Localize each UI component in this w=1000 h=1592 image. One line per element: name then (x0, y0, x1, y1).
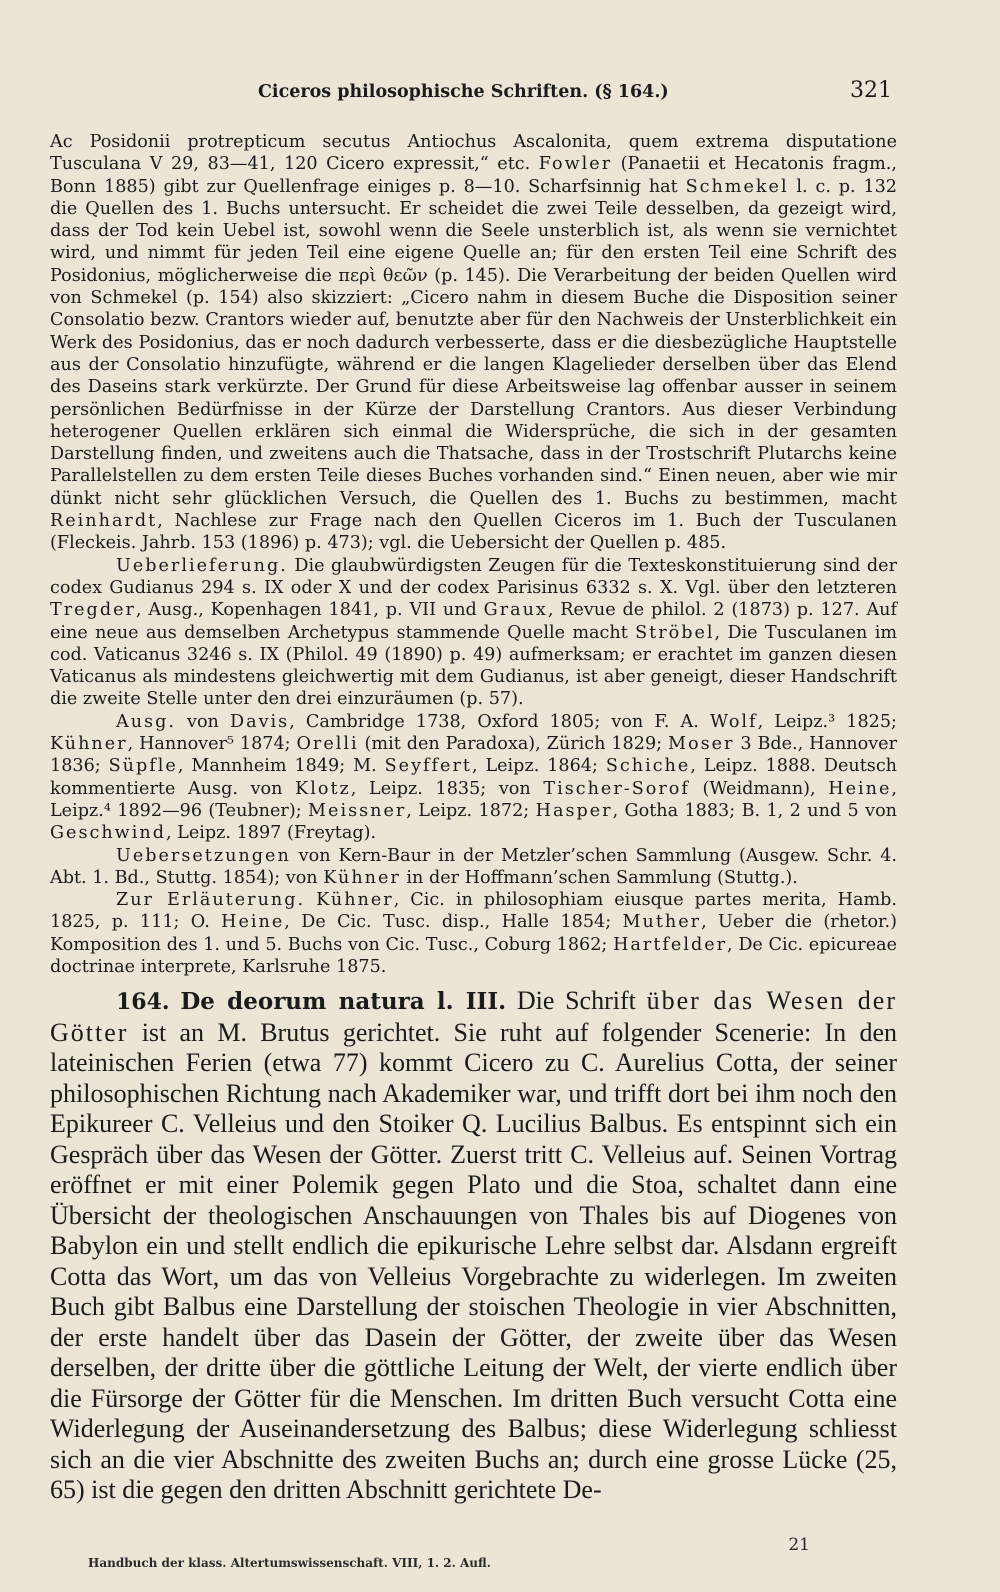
signature-mark: 21 (788, 1535, 810, 1555)
commentary-paragraph: Zur Erläuterung. Kühner, Cic. in philosophiam eiusque partes merita, Hamb. 1825, p. 111; O. Heine, De Cic. Tusc. disp., Halle 1854; Muther, Ueber die (rhetor.) Komposition des 1. und 5. Buchs von Cic. Tusc., Coburg 1862; Hartfelder, De Cic. epicureae doctrinae interprete, Karlsruhe 1875. (50, 890, 898, 977)
notes-block (50, 131, 897, 978)
footer-imprint: Handbuch der klass. Altertumswissenschaft. VIII, 1. 2. Aufl. (88, 1556, 491, 1570)
editions-paragraph: Ausg. von Davis, Cambridge 1738, Oxford 1805; von F. A. Wolf, Leipz.³ 1825; Kühner, Hannover⁵ 1874; Orelli (mit den Paradoxa), Zürich 1829; Moser 3 Bde., Hannover 1836; Süpfle, Mannheim 1849; M. Seyffert, Leipz. 1864; Schiche, Leipz. 1888. Deutsch kommentierte Ausg. von Klotz, Leipz. 1835; von Tischer-Sorof (Weidmann), Heine, Leipz.⁴ 1892—96 (Teubner); Meissner, Leipz. 1872; Hasper, Gotha 1883; B. 1, 2 und 5 von Geschwind, Leipz. 1897 (Freytag). (50, 711, 898, 844)
transmission-paragraph: Ueberlieferung. Die glaubwürdigsten Zeugen für die Texteskonstituierung sind der codex Gudianus 294 s. IX oder X und der codex Parisinus 6332 s. X. Vgl. über den letzteren Tregder, Ausg., Kopenhagen 1841, p. VII und Graux, Revue de philol. 2 (1873) p. 127. Auf eine neue aus demselben Archetypus stammende Quelle macht Ströbel, Die Tusculanen im cod. Vaticanus 3246 s. IX (Philol. 49 (1890) p. 49) aufmerksam; er erachtet im ganzen diesen Vaticanus als mindestens gleichwertig mit dem Gudianus, ist aber geneigt, dieser Handschrift die zweite Stelle unter den drei einzuräumen (p. 57). (50, 555, 898, 710)
page-body (50, 131, 897, 1506)
page-number: 321 (850, 78, 892, 103)
running-header (60, 78, 892, 108)
section-number: 164. (116, 989, 170, 1016)
translations-paragraph: Uebersetzungen von Kern-Baur in der Metzler’schen Sammlung (Ausgew. Schr. 4. Abt. 1. Bd., Stuttg. 1854); von Kühner in der Hoffmann’schen Sammlung (Stuttg.). (50, 845, 897, 888)
note-paragraph: Ac Posidonii protrepticum secutus Antiochus Ascalonita, quem extrema disputatione Tusculana V 29, 83—41, 120 Cicero expressit,“ etc. Fowler (Panaetii et Hecatonis fragm., Bonn 1885) gibt zur Quellenfrage einiges p. 8—10. Scharfsinnig hat Schmekel l. c. p. 132 die Quellen des 1. Buchs untersucht. Er scheidet die zwei Teile desselben, da gezeigt wird, dass der Tod kein Uebel ist, sowohl wenn die Seele unsterblich ist, als wenn sie vernichtet wird, und nimmt für jeden Teil eine eigene Quelle an; für den ersten Teil eine Schrift des Posidonius, möglicherweise die περὶ θεῶν (p. 145). Die Verarbeitung der beiden Quellen wird von Schmekel (p. 154) also skizziert: „Cicero nahm in diesem Buche die Disposition seiner Consolatio bezw. Crantors wieder auf, benutzte aber für den Nachweis der Unsterblichkeit ein Werk des Posidonius, das er noch dadurch verbesserte, dass er die diesbezügliche Hauptstelle aus der Consolatio hinzufügte, während er die langen Klagelieder derselben über das Elend des Daseins stark verkürzte. Der Grund für diese Arbeitsweise lag offenbar ausser in seinem persönlichen Bedürfnisse in der Kürze der Darstellung Crantors. Aus dieser Verbindung heterogener Quellen erklären sich einmal die Widersprüche, die sich in der gesamten Darstellung finden, und zweitens auch die Thatsache, dass in der Trostschrift Plutarchs keine Parallelstellen zu dem ersten Teile dieses Buches vorhanden sind.“ Einen neuen, aber wie mir dünkt nicht sehr glücklichen Versuch, die Quellen des 1. Buchs zu bestimmen, macht Reinhardt, Nachlese zur Frage nach den Quellen Ciceros im 1. Buch der Tusculanen (Fleckeis. Jahrb. 153 (1896) p. 473); vgl. die Uebersicht der Quellen p. 485. (50, 132, 897, 554)
section-164: 164. De deorum natura l. III. Die Schrift über das Wesen der Götter ist an M. Brutus gerichtet. Sie ruht auf folgender Scenerie: In den lateinischen Ferien (etwa 77) kommt Cicero zu C. Aurelius Cotta, der seiner philosophischen Richtung nach Akademiker war, und trifft dort bei ihm noch den Epikureer C. Velleius und den Stoiker Q. Lucilius Balbus. Es entspinnt sich ein Gespräch über das Wesen der Götter. Zuerst tritt C. Velleius auf. Seinen Vortrag eröffnet er mit einer Polemik gegen Plato und die Stoa, schaltet dann eine Übersicht der theologischen Anschauungen von Thales bis auf Diogenes von Babylon ein und stellt endlich die epikurische Lehre selbst dar. Alsdann ergreift Cotta das Wort, um das von Velleius Vorgebrachte zu widerlegen. Im zweiten Buch gibt Balbus eine Darstellung der stoischen Theologie in vier Abschnitten, der erste handelt über das Dasein der Götter, der zweite über das Wesen derselben, der dritte über die göttliche Leitung der Welt, der vierte endlich über die Fürsorge der Götter für die Menschen. Im dritten Buch versucht Cotta eine Widerlegung der Auseinandersetzung des Balbus; diese Widerlegung schliesst sich an die vier Abschnitte des zweiten Buchs an; durch eine grosse Lücke (25, 65) ist die gegen den dritten Abschnitt gerichtete De- (50, 986, 897, 1505)
section-title: De deorum natura l. III. (180, 988, 507, 1016)
running-title: Ciceros philosophische Schriften. (§ 164.) (258, 82, 669, 102)
